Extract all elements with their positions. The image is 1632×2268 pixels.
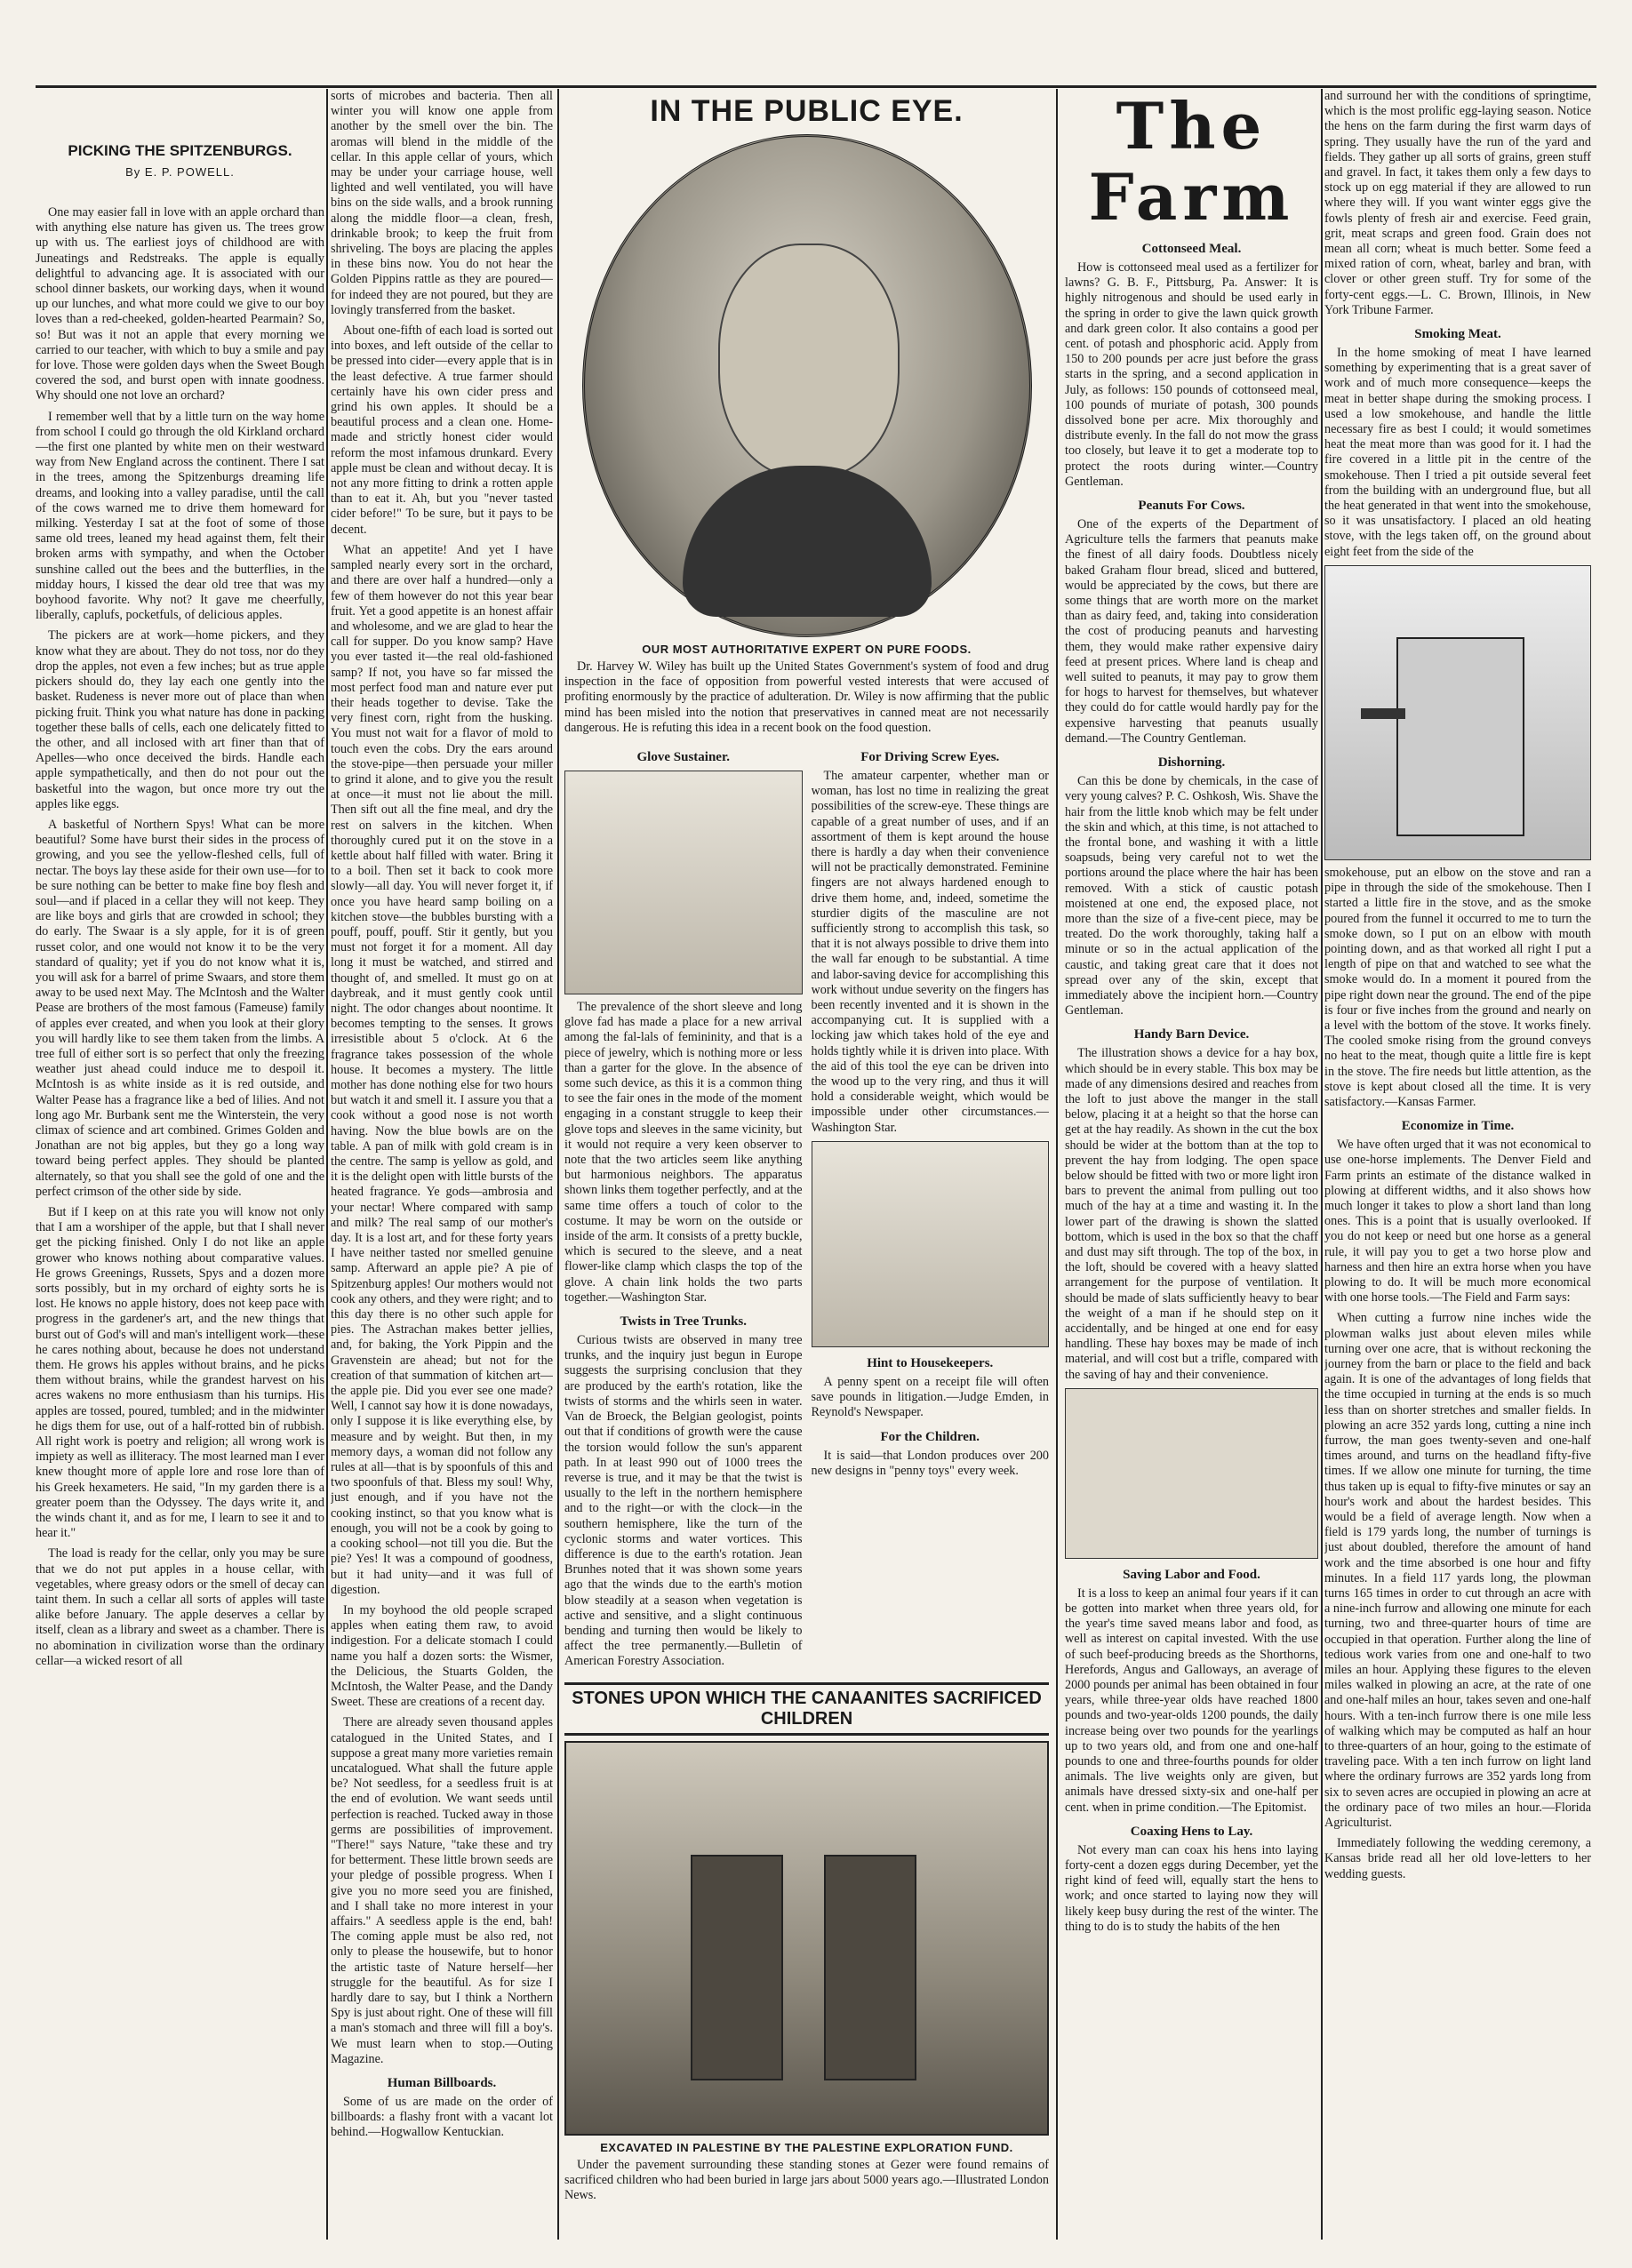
two-column-block xyxy=(564,741,1049,1675)
article-title: PICKING THE SPITZENBURGS. xyxy=(68,142,292,159)
column-2 xyxy=(331,89,553,2248)
paragraph: Dr. Harvey W. Wiley has built up the United States Government's system of food and drug inspection in the face of opposition from powerful vested interests that were accused of profiting enormously by the practice of adulteration. Dr. Wiley is now affirming that the public mind has been misled into the notion that preservatives in canned meat are not necessarily dangerous. He is refuting this idea in a recent book on the food question. xyxy=(564,659,1049,735)
paragraph: smokehouse, put an elbow on the stove and ran a pipe in through the side of the smokehouse. Then I started a little fire in the stove, and as the smoke poured from the funnel it occurred to me to turn the smoke down, so I put on an elbow with mouth pointing down, and as that worked all right I put a length of pipe on that and watched to see what the smoke would do. In a moment it poured from the pipe right down near the ground. The end of the pipe is four or five inches from the ground and nearly on a level with the bottom of the stove. It works finely. The cooled smoke rising from the ground conveys no heat to the meat, though quite a little fire is kept in the stove. The fire needs but little attention, as the stove is kept about closed all the time. It is very satisfactory.—Kansas Farmer. xyxy=(1324,865,1591,1109)
portrait-caption: OUR MOST AUTHORITATIVE EXPERT ON PURE FOODS. xyxy=(642,643,972,656)
column-rule xyxy=(1321,89,1323,2240)
section-title: Cottonseed Meal. xyxy=(1141,242,1242,256)
paragraph: A basketful of Northern Spys! What can be more beautiful? Some have burst their sides in the process of growing, and you see the yellow-fleshed cells, full of nectar. The boys lay these aside for their own use—for to be sure nothing can be better to make fine boy flesh and soul—and if placed in a cellar they will not keep. They are like boys and girls that are crowded in school; they do early. The Swaar is a sly apple, for it is of green russet color, and one would not know it to be the very standard of quality; yet if you do not know what it is, you will ask for a barrel of prime Swaars, and store them away to be used next May. The McIntosh and the Walter Pease are brothers of the most famous (Fameuse) family of apples ever created, and when you look at their glory you will hardly like to see them taken from the limbs. A tree full of either sort is so perfect that only the freezing weather just ahead could induce me to despoil it. McIntosh is as white inside as it is red outside, and Walter Pease has a fragrance like a bed of lilies. And not long ago Mr. Burbank sent me the Winterstein, the very climax of science and art combined. Grimes Golden and Jonathan are not big apples, but they go a long way toward being perfect apples. They should be planted alternately, so that you shall see the gold of one and the perfect crimson of the other side by side. xyxy=(36,817,324,1199)
paragraph: A penny spent on a receipt file will often save pounds in litigation.—Judge Emden, in Reynold's Newspaper. xyxy=(811,1374,1049,1420)
paragraph: I remember well that by a little turn on the way home from school I could go through the old Kirkland orchard—the first one planted by white men on their westward way from New England across the continent. There I sat in the trees, among the Spitzenburgs dreaming life dreams, and looking into a valley paradise, until the call of the cows warned me to drive them homeward for milking. Yesterday I sat at the foot of some of those same old trees, leaned my head against them, felt their broken arms with sympathy, and when the October sunshine called out the bees and the butterflies, in the midday hours, I kissed the dear old tree that was my boyhood favorite. Why not? It gave me cheerfully, liberally, caplufs, pocketfuls, of delicious apples. xyxy=(36,409,324,623)
column-5 xyxy=(1324,89,1591,2248)
column-3 xyxy=(564,89,1049,2248)
section-title: Dishorning. xyxy=(1157,755,1226,771)
portrait-image xyxy=(582,134,1032,637)
column-4 xyxy=(1065,89,1318,2248)
paragraph: One of the experts of the Department of Agriculture tells the farmers that peanuts make the finest of all dairy foods. Doubtless nicely baked Graham flour bread, sliced and buttered, would be appreciated by the cows, but there are some things that are worth more on the market than as dairy feed, and, taking into consideration the cost of producing peanuts and harvesting them, they would make rather expensive dairy feed at present prices. Where land is cheap and well suited to peanuts, it may pay to grow them for hogs to harvest for themselves, but whatever they could do for cattle would hardly pay for the expensive harvesting that peanuts usually demand.—The Country Gentleman. xyxy=(1065,517,1318,746)
portrait-body xyxy=(683,466,932,617)
section-title: Smoking Meat. xyxy=(1414,327,1501,342)
section-title: Economize in Time. xyxy=(1401,1119,1515,1134)
section-title: Peanuts For Cows. xyxy=(1138,499,1245,514)
column-rule xyxy=(326,89,328,2240)
paragraph: In my boyhood the old people scraped apples when eating them raw, to avoid indigestion. For a delicate stomach I could name you half a dozen sorts: the Wismer, the Delicious, the Stuarts Golden, the McIntosh, the Walter Pease, and the Dandy Sweet. These are creations of a recent day. xyxy=(331,1602,553,1710)
section-title: For the Children. xyxy=(880,1429,980,1444)
paragraph: The prevalence of the short sleeve and long glove fad has made a place for a new arrival among the fal-lals of femininity, and that is a piece of jewelry, which is nothing more or less than a garter for the glove. In the absence of some such device, as this it is a common thing to see the fair ones in the mode of the moment engaging in a constant struggle to keep their glove tops and sleeves in the same vicinity, but it would not require a very keen observer to note that the two articles seem like anything but harmonious neighbors. The apparatus shown links them together perfectly, and at the same time offers a touch of color to the costume. It may be worn on the outside or inside of the arm. It consists of a pretty buckle, which is secured to the sleeve, and a neat flower-like clamp which clasps the top of the glove. A chain link holds the two parts together.—Washington Star. xyxy=(564,1000,803,1305)
paragraph: Not every man can coax his hens into laying forty-cent a dozen eggs during December, yet the right kind of feed will, equally start the hens to work; and once started to laying now they will likely keep busy during the rest of the winter. The thing to do is to study the habits of the hen xyxy=(1065,1842,1318,1934)
byline: By E. P. POWELL. xyxy=(125,165,235,179)
paragraph: sorts of microbes and bacteria. Then all winter you will know one apple from another by the smell over the bin. The aromas will blend in the middle of the cellar. In this apple cellar of yours, which may be under your carriage house, well lighted and well ventilated, you will have bins on the side walls, and a brook running along the middle floor—a clean, fresh, drinkable brook; to keep the fruit from shriveling. The boys are placing the apples in these bins now. You do not hear the Golden Pippins rattle as they are poured—for indeed they are not poured, but they are lovingly transferred from the basket. xyxy=(331,89,553,317)
glove-illustration xyxy=(564,771,803,994)
stones-photo xyxy=(564,1741,1049,2136)
paragraph: In the home smoking of meat I have learned something by experimenting that is a great saver of work and of much more consequence—keeps the meat in better shape during the smoking process. I used a low smokehouse, and handle the little necessary fire as best I could; it would sometimes heat the meat more than was good for it. I had the fire covered in a little pit in the centre of the smokehouse. Then I tried a pit outside several feet from the building with an underground flue, but all the heat generated in that went into the smokehouse, so it was unsatisfactory. I placed an old heating stove, with the legs taken off, on the ground about eight feet from the side of the xyxy=(1324,346,1591,559)
paragraph: It is said—that London produces over 200 new designs in "penny toys" every week. xyxy=(811,1448,1049,1478)
paragraph: Curious twists are observed in many tree trunks, and the inquiry just begun in Europe suggests the surprising conclusion that they are produced by the earth's rotation, like the twists of storms and the whirls seen in water. Van de Broeck, the Belgian geologist, points out that if conditions of growth were the cause the torsion would follow the sun's apparent path. In at least 990 out of 1000 trees the reverse is true, and it may be that the twist is usually to the left in the northern hemisphere and to the right—or with the clock—in the southern hemisphere, like the turn of the cyclonic storms and water vortices. This difference is due to the earth's rotation. Jean Brunhes noted that it was shown some years ago that the winds due to the earth's motion blow steadily at a season when vegetation is active and sensitive, and a slight continuous bending and turning then would be likely to affect the tree permanently.—Bulletin of American Forestry Association. xyxy=(564,1333,803,1669)
paragraph: It is a loss to keep an animal four years if it can be gotten into market when three years old, for the year's time saved means labor and food, as well as interest on capital invested. With the use of such beef-producing breeds as the Shorthorns, Herefords, Angus and Galloways, an average of 2000 pounds per animal has been obtained in four years, while three-year olds have reached 1800 pounds and two-year-olds 1200 pounds, the daily increase being over two pounds for the yearlings up to two years old, and from one and one-half pounds to one and three-fourths pounds for older animals. The live weights only are given, but animals have dressed sixty-six and one-half per cent. when in prime condition.—The Epitomist. xyxy=(1065,1585,1318,1815)
paragraph: But if I keep on at this rate you will know not only that I am a worshiper of the apple, but that I shall never get the picking finished. Only I do not like an apple grower who knows nothing about comparative values. He grows Greenings, Russets, Spys and a dozen more sorts possibly, but in my orchard of eighty sorts he is lost. He knows no apple history, does not keep pace with progress in the gardener's art, and the new things that burst out of God's will and man's intelligent work—these he cares nothing about, because he does not understand them. He grows his apples without brains, and he picks them without brains, while the grandest harvest on his acres wakens no more enthusiasm than his turnips. His apples are tossed, poured, tumbled; and in the midwinter he digs them for use, out of a half-rotted bin of rubbish. All right work is poetry and religion; all wrong work is impiety as well as illiteracy. The most learned man I ever knew thought more of apple lore and rose lore than of his Greek hexameters. He said, "In my garden there is a greater poem than the Odyssey. The days write it, and the winds chant it, and as for me, I learn to see it and to hear it." xyxy=(36,1205,324,1541)
paragraph: The pickers are at work—home pickers, and they know what they are about. They do not toss, nor do they drop the apples, not even a few inches; but as true apple pickers should do, they lay each one gently into the basket. Rudeness is never more out of place than when picking fruit. Think you what nature has done in packing together these balls of cells, each one delicately fitted to the other, and all inclosed with art finer than that of Apelles—who once deceived the birds. Handle each apple sympathetically, and then do not pour out the basketful into the wagon, but once more try out the apples like eggs. xyxy=(36,628,324,811)
subcolumn-left xyxy=(564,741,803,1675)
section-banner: STONES UPON WHICH THE CANAANITES SACRIFICED CHILDREN xyxy=(572,1688,1042,1729)
standing-stone xyxy=(824,1855,916,2080)
section-masthead: The Farm xyxy=(1088,89,1295,235)
screw-tool-illustration xyxy=(812,1141,1050,1347)
section-title: For Driving Screw Eyes. xyxy=(860,750,1000,765)
section-title: Glove Sustainer. xyxy=(636,750,730,765)
paragraph: We have often urged that it was not economical to use one-horse implements. The Denver Field and Farm prints an estimate of the distance walked in plowing at different widths, and it also shows how much longer it takes to plow a short land than long ones. This is a point that is usually overlooked. If you do not keep or need but one horse as a general rule, it will pay you to get a two horse plow and harness and then hire an extra horse when you have plowing to do. It will be much more economical with one horse tools.—The Field and Farm says: xyxy=(1324,1138,1591,1306)
column-rule xyxy=(557,89,559,2240)
paragraph: Under the pavement surrounding these standing stones at Gezer were found remains of sacrificed children who had been buried in large jars about 5000 years ago.—Illustrated London News. xyxy=(564,2157,1049,2202)
paragraph: The amateur carpenter, whether man or woman, has lost no time in realizing the great possibilities of the screw-eye. These things are capable of a great number of uses, and if an assortment of them is kept around the house there is hardly a day when their convenience will not be practically demonstrated. Feminine fingers are not always hardened enough to drive them home, and, indeed, sometime the sturdier digits of the masculine are not sufficiently strong to accomplish this task, so that it is not always possible to drive them into the wall far enough to be substantial. A time and labor-saving device for accomplishing this work without undue severity on the fingers has been recently invented and it is shown in the accompanying cut. It is supplied with a locking jaw which takes hold of the eye and holds tightly while it is driven into place. With the aid of this tool the eye can be driven into the wood up to the very ring, and thus it will hold a considerable weight, which would be impossible under other circumstances.—Washington Star. xyxy=(811,769,1049,1135)
paragraph: Some of us are made on the order of billboards: a flashy front with a vacant lot behind.—Hogwallow Kentuckian. xyxy=(331,2095,553,2140)
top-rule xyxy=(36,85,1596,88)
paragraph: About one-fifth of each load is sorted out into boxes, and left outside of the cellar to be pressed into cider—every apple that is in the least defective. A true farmer should certainly have his own cider press and grind his own apples. It should be a beautiful process and a clean one. Home-made and strictly honest cider would reform the most infamous drunkard. Every apple must be clean and without decay. It is not any more fitting to drink a rotten apple than to eat it. Ah, but you "never tasted cider before!" To be sure, but it pays to be decent. xyxy=(331,323,553,537)
paragraph: How is cottonseed meal used as a fertilizer for lawns? G. B. F., Pittsburg, Pa. Answer: It is highly nitrogenous and should be used early in the spring in order to give the lawn quick growth and dark green color. It also contains a good per cent. of potash and phosphoric acid. Apply from 150 to 200 pounds per acre just before the grass starts in the spring, and a second application in July, as follows: 150 pounds of cottonseed meal, 100 pounds of muriate of potash, 300 pounds dissolved bone per acre. Mix thoroughly and distribute evenly. In the fall do not mow the grass too closely, but leave it to get a moderate top to protect the roots during winter.—Country Gentleman. xyxy=(1065,260,1318,489)
stones-banner-bar xyxy=(564,1682,1049,1736)
paragraph: Can this be done by chemicals, in the case of very young calves? P. C. Oshkosh, Wis. Shave the hair from the little knob which may be felt under the skin and which, at this time, is not attached to the frontal bone, and washing it with a little soapsuds, being very careful not to wet the portions around the place where the hair has been removed. With a stick of caustic potash moistened at one end, the exposed place, not more than the size of a five-cent piece, may be treated. Do the work thoroughly, taking half a minute or so in the actual application of the caustic, and taking great care that it does not spread over any of the skin, except that immediately above the incipient horn.—Country Gentleman. xyxy=(1065,774,1318,1018)
photo-caption: EXCAVATED IN PALESTINE BY THE PALESTINE EXPLORATION FUND. xyxy=(600,2140,1013,2154)
section-title: Coaxing Hens to Lay. xyxy=(1130,1824,1253,1839)
section-title: Hint to Housekeepers. xyxy=(867,1355,994,1370)
paragraph: The load is ready for the cellar, only you may be sure that we do not put apples in a house cellar, with vegetables, where greasy odors or the smell of decay can taint them. In such a cellar all sorts of apples will taste alike before January. The apple deserves a cellar by itself, clean as a library and sweet as a chamber. There is no abomination in civilization worse than the ordinary cellar—a wicked resort of all xyxy=(36,1546,324,1668)
paragraph: and surround her with the conditions of springtime, which is the most prolific egg-laying season. Notice the hens on the farm during the first warm days of spring. They usually have the run of the yard and fields. They gather up all sorts of grains, green stuff and gravel. In fact, it takes them only a few days to stock up on egg material if they are allowed to run where they will. If you want winter eggs give the fowls plenty of fresh air and exercise. Feed grain, grit, meat scraps and green food. Grain does not mean all corn; wheat is much better. Some feed a mixed ration of corn, wheat, barley and bran, with clover or other green stuff. Try for some of the forty-cent eggs.—L. C. Brown, Illinois, in New York Tribune Farmer. xyxy=(1324,89,1591,317)
column-1 xyxy=(36,89,324,2248)
paragraph: One may easier fall in love with an apple orchard than with anything else nature has given us. The trees grow up with us. The earliest joys of childhood are with Juneatings and Redstreaks. The apple is equally delightful to advancing age. It is associated with our school dinner baskets, our working days, when it wound up our lunches, and what more could we give to our boy loves than a red-cheeked, golden-hearted Pearmain? So, so! But was it not an apple that every morning we carried to our teacher, with which to buy a smile and pay for love. Those were golden days when the Sweet Bough covered the sod, and burst open with innate goodness. Why should one not love an orchard? xyxy=(36,205,324,403)
portrait-face xyxy=(718,244,900,478)
paragraph: What an appetite! And yet I have sampled nearly every sort in the orchard, and there are over half a hundred—only a few of them however do not this year bear fruit. Yet a good appetite is an honest affair and wholesome, and we are glad to hear the call for supper. Do you know samp? Have you ever tasted it—the real old-fashioned samp? If not, you have so far missed the most perfect food man and nature ever put their heads together to devise. Take the very finest corn, right from the husking. You must not wait for a flavor of mold to touch even the cobs. Dry the ears around the stove-pipe—then persuade your miller to grind it alone, and to give you the result at once—it must not lie about the mill. Then sift out all the fine meal, and dry the rest on salvers in the kitchen. When thoroughly cured put it on the stove in a kettle about half filled with water. Bring it to a boil. Then set it back to cook more slowly—all day. You will never forget it, if once you have heard samp boiling on a kitchen stove—the bubbles bursting with a pouff, pouff, pouff. Stir it gently, but you must not forget it for a moment. All day long it must be watched, and stirred and thought of, and smelled. It must go on at daybreak, and it must gently cook until night. The odor changes about noontime. It becomes tempting to the senses. It grows irresistible about 5 o'clock. At 6 the fragrance takes possession of the whole house. It becomes a mystery. The little mother has done nothing else for two hours but watch it and smell it. I assure you that a cook without a good nose is not worth having. Now the blue bowls are on the table. A pan of milk with gold cream is in the centre. The samp is yellow as gold, and it is the delight open with little bursts of the heated fragrance. Ye gods—ambrosia and your nectar! Where compared with samp and milk? The real samp of our mother's day. It is a lost art, and for these forty years I have neither tasted nor smelled genuine samp. Afterward an apple pie? A pie of Spitzenburg apples! Our mothers would not cook any others, and they were right; and to this day there is no other such apple for pies. The Astrachan makes better jellies, and, for baking, the York Pippin and the Gravenstein are ahead; but not for the creation of that summation of kitchen art—the apple pie. Did you ever see one made? Well, I cannot say how it is done nowadays, only I suppose it is like everything else, by measure and by weight. But then, in my memory days, a woman did not follow any rules at all—that is by spoonfuls of this and two spoonfuls of that. Bless my soul! Why, just enough, and if you have not the cooking instinct, so that you know what is enough, you will not be a cook by going to a cooking school—not till you die. But the pie? Yes! It was a compound of goodness, but it had unity—and it was full of digestion. xyxy=(331,542,553,1597)
paragraph: There are already seven thousand apples catalogued in the United States, and I suppose a great many more varieties remain uncatalogued. What shall the future apple be? Not seedless, for a seedless fruit is at the end of evolution. We want seeds until perfection is reached. Tucked away in those germs are possibilities of improvement. "There!" says Nature, "take these and try for betterment. These little brown seeds are your pledge of possible progress. When I give you no more seed you are finished, and I shall take no more interest in your affairs." A seedless apple is the end, bah! The coming apple must be also red, not only to please the housewife, but to honor the artistic taste of Nature herself—her struggle for the beautiful. As for size I hardly dare to say, but I think a Northern Spy is just about right. One of these will fill a man's stomach and three will fill a boy's. We must learn when to stop.—Outing Magazine. xyxy=(331,1715,553,2066)
smokehouse-illustration xyxy=(1324,565,1591,860)
smokehouse-shape xyxy=(1396,637,1524,836)
column-rule xyxy=(1056,89,1058,2240)
paragraph: Immediately following the wedding ceremony, a Kansas bride read all her old love-letters to her wedding guests. xyxy=(1324,1836,1591,1881)
standing-stone xyxy=(691,1855,783,2080)
section-banner: IN THE PUBLIC EYE. xyxy=(650,94,964,128)
subcolumn-right xyxy=(812,741,1050,1675)
section-title: Handy Barn Device. xyxy=(1133,1027,1250,1042)
section-title: Twists in Tree Trunks. xyxy=(620,1314,748,1330)
stove-pipe-shape xyxy=(1361,708,1405,719)
section-title: Saving Labor and Food. xyxy=(1123,1567,1260,1582)
hay-box-illustration xyxy=(1065,1388,1318,1559)
section-title: Human Billboards. xyxy=(387,2076,497,2090)
paragraph: The illustration shows a device for a hay box, which should be in every stable. This box may be made of any dimensions desired and reaches from the loft to just above the manger in the stall below, placing it at a height so that the horse can get at the hay readily. As shown in the cut the box should be wider at the bottom than at the top to prevent the hay from lodging. The open space below should be fitted with two or more light iron bars to prevent the animal from pulling out too much of the hay at a time and wasting it. In the lower part of the drawing is shown the slatted bottom, which is used in the box so that the chaff and dust may sift through. The top of the box, in the loft, should be covered with a heavy slatted arrangement for the purpose of ventilation. It should be made of slats sufficiently heavy to bear the weight of a man if he should step on it accidentally, and be hinged at one end for easy handling. These hay boxes may be made of inch material, and will cost but a trifle, compared with the saving of hay and their convenience. xyxy=(1065,1046,1318,1382)
paragraph: When cutting a furrow nine inches wide the plowman walks just about eleven miles while turning over one acre, that is without reckoning the journey from the barn or place to the field and back again. It is one of the advantages of long fields that the time occupied in turning at the ends is so much less than on shorter stretches and smaller fields. In plowing an acre 352 yards long, cutting a nine inch furrow, the man goes twenty-seven and one-half times around, and turns on the headland fifty-five times. If we allow one minute for turning, the time thus taken up is equal to fifty-five minutes or say an hour's work and about the hardest besides. This would be a field of average length. Now when a field is 179 yards long, the number of turnings is just about doubled, therefore the amount of hand work and the time absorbed is one hour and fifty minutes. In a field 117 yards long, the plowman turns 165 times in order to cut through an acre with a nine-inch furrow and allowing one minute for each turning, two and three-quarter hours of time are occupied in that operation. Further along the line of tedious work varies from one and one-half to two miles an hour. Applying these figures to the eleven miles walked in plowing an acre, at the rate of one and one-half miles an hour, takes seven and one-half hours. With a ten-inch furrow there is one mile less of walking which may be computed as half an hour to three-quarters of an hour, going to the estimate of traveling pace. With a ten inch furrow on light land where the ordinary furrows are 352 yards long from six to seven acres are occupied in plowing an acre at the ordinary pace of two miles an hour.—Florida Agriculturist. xyxy=(1324,1311,1591,1831)
